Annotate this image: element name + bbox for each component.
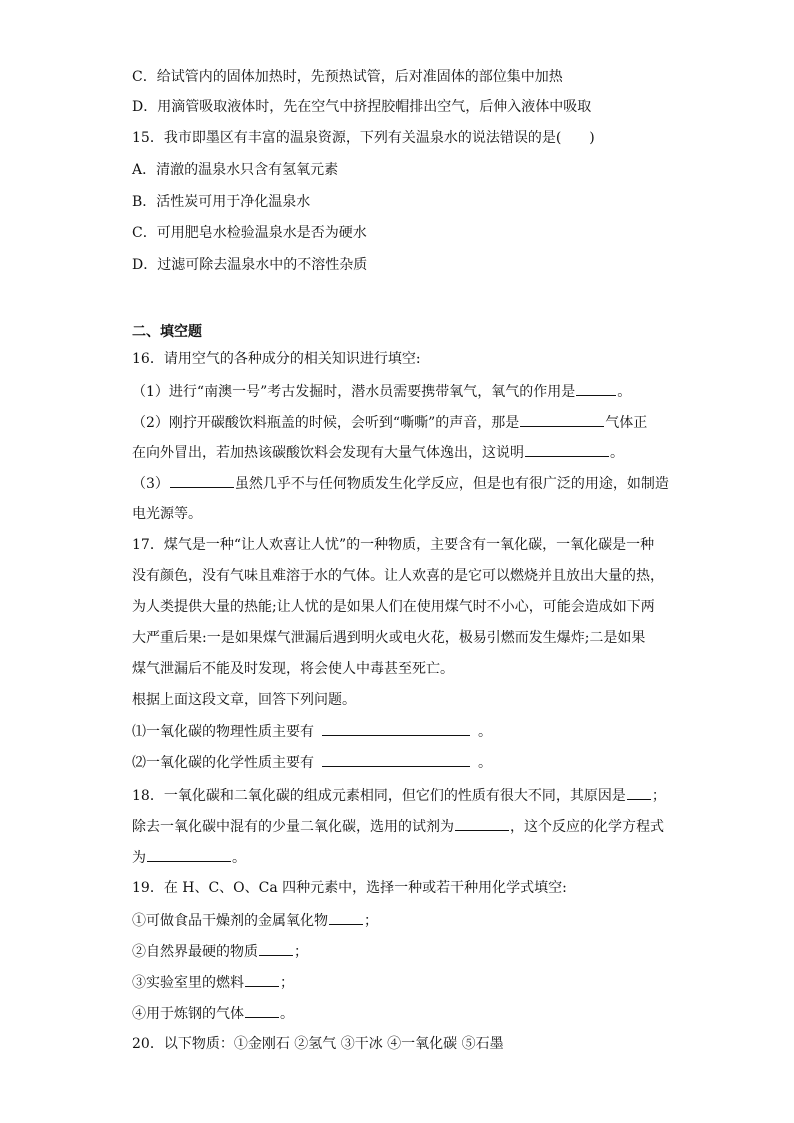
- q17-sub2: ⑵一氧化碳的化学性质主要有 。: [132, 752, 674, 773]
- q16-part3-line2: 电光源等。: [132, 506, 202, 522]
- q17-para-line: 为人类提供大量的热能;让人忧的是如果人们在使用煤气时不小心，可能会造成如下两: [132, 599, 655, 615]
- q15-option-d: D．过滤可除去温泉水中的不溶性杂质: [132, 257, 368, 273]
- answer-blank[interactable]: [525, 442, 609, 457]
- answer-blank[interactable]: [627, 785, 651, 800]
- q17-para-line: 17．煤气是一种“让人欢喜让人忧”的一种物质，主要含有一氧化碳，一氧化碳是一种: [132, 537, 655, 553]
- q19-item1: ①可做食品干燥剂的金属氧化物 ；: [132, 910, 674, 931]
- q17-para-line: 没有颜色，没有气味且难溶于水的气体。让人欢喜的是它可以燃烧并且放出大量的热，: [132, 568, 664, 584]
- q16-part2-line1: （2）刚拧开碳酸饮料瓶盖的时候，会听到“嘶嘶”的声音，那是 气体正: [132, 412, 674, 433]
- answer-blank[interactable]: [322, 721, 470, 736]
- q20-stem: 20．以下物质：①金刚石 ②氢气 ③干冰 ④一氧化碳 ⑤石墨: [132, 1036, 504, 1052]
- answer-blank[interactable]: [520, 412, 604, 427]
- q14-option-c: C．给试管内的固体加热时，先预热试管，后对准固体的部位集中加热: [132, 69, 563, 85]
- q17-para-line: 煤气泄漏后不能及时发现，将会使人中毒甚至死亡。: [132, 661, 454, 677]
- q17-sub1: ⑴一氧化碳的物理性质主要有 。: [132, 721, 674, 742]
- q15-option-b: B．活性炭可用于净化温泉水: [132, 194, 311, 210]
- answer-blank[interactable]: [329, 910, 363, 925]
- q18-line1: 18．一氧化碳和二氧化碳的组成元素相同，但它们的性质有很大不同，其原因是 ；: [132, 785, 674, 806]
- q14-option-d: D．用滴管吸取液体时，先在空气中挤捏胶帽排出空气，后伸入液体中吸取: [132, 99, 592, 115]
- q19-item3: ③实验室里的燃料 ；: [132, 972, 674, 993]
- q18-line2: 除去一氧化碳中混有的少量二氧化碳，选用的试剂为 ，这个反应的化学方程式: [132, 816, 674, 837]
- answer-blank[interactable]: [455, 816, 509, 831]
- q16-part3-line1: （3） 虽然几乎不与任何物质发生化学反应，但是也有很广泛的用途，如制造: [132, 473, 674, 494]
- answer-blank[interactable]: [147, 847, 231, 862]
- q17-para-line: 大严重后果:一是如果煤气泄漏后遇到明火或电火花，极易引燃而发生爆炸;二是如果: [132, 630, 646, 646]
- answer-blank[interactable]: [576, 381, 616, 396]
- answer-blank[interactable]: [245, 972, 279, 987]
- q16-stem: 16．请用空气的各种成分的相关知识进行填空:: [132, 351, 421, 367]
- answer-blank[interactable]: [245, 1003, 279, 1018]
- q15-option-c: C．可用肥皂水检验温泉水是否为硬水: [132, 225, 367, 241]
- answer-blank[interactable]: [259, 941, 293, 956]
- section-title: 二、填空题: [132, 324, 202, 340]
- q15-stem: 15．我市即墨区有丰富的温泉资源，下列有关温泉水的说法错误的是( ): [132, 130, 595, 146]
- q19-item4: ④用于炼钢的气体 。: [132, 1003, 674, 1024]
- answer-blank[interactable]: [170, 473, 234, 488]
- q17-prompt: 根据上面这段文章，回答下列问题。: [132, 692, 356, 708]
- q18-line3: 为 。: [132, 847, 674, 868]
- q16-part1: （1）进行“南澳一号”考古发掘时，潜水员需要携带氧气，氧气的作用是 。: [132, 381, 674, 402]
- q16-part2-line2: 在向外冒出，若加热该碳酸饮料会发现有大量气体逸出，这说明 。: [132, 442, 674, 463]
- answer-blank[interactable]: [322, 752, 470, 767]
- q19-item2: ②自然界最硬的物质 ；: [132, 941, 674, 962]
- q19-stem: 19．在 H、C、O、Ca 四种元素中，选择一种或若干种用化学式填空:: [132, 880, 567, 896]
- q15-option-a: A．清澈的温泉水只含有氢氧元素: [132, 162, 339, 178]
